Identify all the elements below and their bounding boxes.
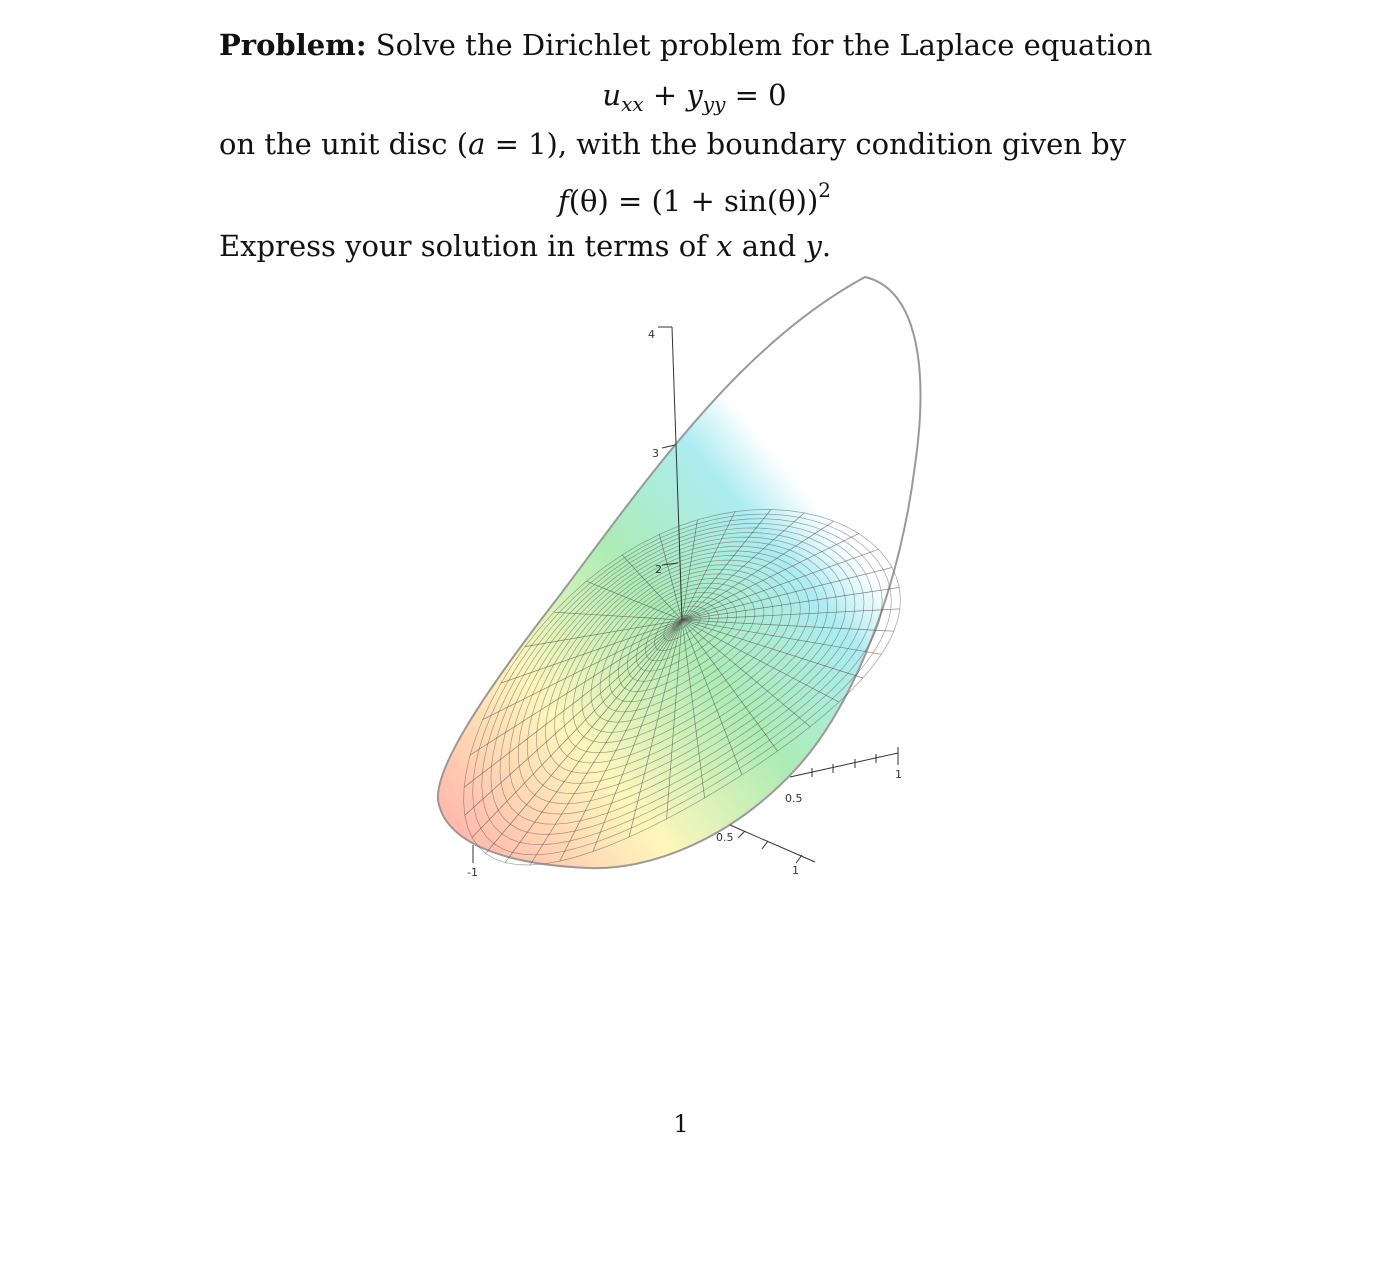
surface-body [438, 277, 921, 868]
z-tick-2: 2 [655, 563, 662, 576]
laplace-equation: $u_{xx} + y_{yy} = 0$ [602, 78, 787, 116]
problem-line-1 [219, 28, 1152, 62]
y-tick-0-5: 0.5 [716, 831, 734, 844]
x-tick-1: 1 [895, 768, 902, 781]
problem-label: Problem: [219, 28, 367, 62]
x-tick-0-5: 0.5 [785, 792, 803, 805]
page-number: 1 [673, 1110, 689, 1138]
y-tick-1: 1 [792, 864, 799, 877]
problem-line-2: on the unit disc (a = 1), with the boundary condition given by [219, 127, 1127, 161]
problem-statement: Solve the Dirichlet problem for the Laplace equation [375, 28, 1153, 62]
boundary-condition: $f(\theta) = (1 + \sin(\theta))^2$ [557, 178, 832, 218]
problem-line-3: Express your solution in terms of x and y. [219, 229, 832, 263]
surface-plot-figure [400, 265, 960, 890]
x-tick-neg-1: -1 [467, 866, 478, 879]
z-tick-3: 3 [652, 447, 659, 460]
z-tick-4: 4 [648, 328, 655, 341]
